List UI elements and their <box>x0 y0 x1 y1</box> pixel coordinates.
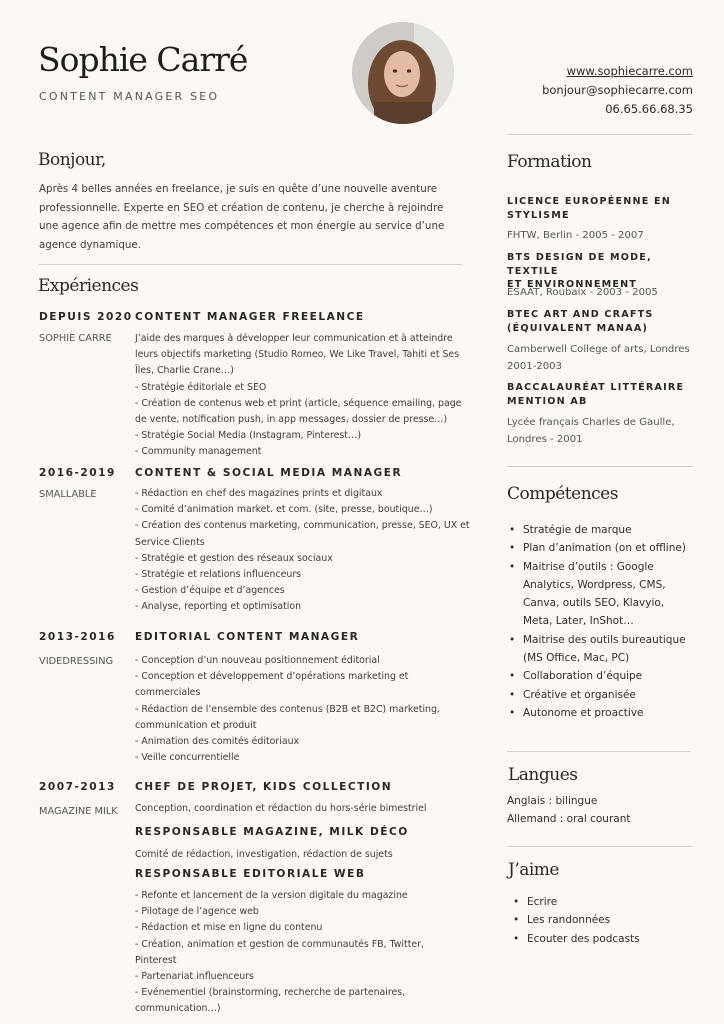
intro-title: Bonjour, <box>38 150 106 170</box>
right-divider <box>507 751 690 752</box>
intro-paragraph <box>39 180 447 254</box>
competences-list <box>507 521 707 722</box>
email-address: bonjour@sophiecarre.com <box>542 83 693 97</box>
formation-title: Formation <box>507 152 592 172</box>
experience-details <box>135 331 471 461</box>
phone-number: 06.65.66.68.35 <box>605 102 693 116</box>
detail-line: - Stratégie Social Media (Instagram, Pinterest…) <box>135 430 362 442</box>
experience-company: SMALLABLE <box>39 489 97 500</box>
experience-title: EDITORIAL CONTENT MANAGER <box>135 631 360 643</box>
school-line: Lycée français Charles de Gaulle, <box>507 417 675 428</box>
list-item: • Maitrise des outils bureautique <box>507 631 707 649</box>
list-item: • Plan d’animation (on et offline) <box>507 539 707 557</box>
degree-school <box>507 414 697 448</box>
right-divider <box>507 466 693 467</box>
experience-subtitle: RESPONSABLE EDITORIALE WEB <box>135 868 366 880</box>
detail-line: - Partenariat influenceurs <box>135 971 254 983</box>
candidate-name: Sophie Carré <box>38 40 248 79</box>
competences-title: Compétences <box>507 484 618 504</box>
detail-line: - Création, animation et gestion de communautés FB, Twitter, <box>135 938 424 950</box>
detail-line: de vente, notification push, in app messages, dossier de presse…) <box>135 414 448 426</box>
degree-school <box>507 341 697 375</box>
list-item: • Autonome et proactive <box>507 704 707 722</box>
detail-line: J’aide des marques à développer leur communication et à atteindre <box>135 333 453 344</box>
detail-line: Conception, coordination et rédaction du hors-série bimestriel <box>135 803 427 814</box>
langues-title: Langues <box>508 765 578 785</box>
degree-line: BTS DESIGN DE MODE, TEXTILE <box>507 252 652 277</box>
experience-date: DEPUIS 2020 <box>39 311 133 323</box>
degree-line: MENTION AB <box>507 395 588 407</box>
school-line: Camberwell College of arts, Londres <box>507 344 690 355</box>
detail-line: communication…) <box>135 1003 221 1015</box>
right-divider <box>507 846 693 847</box>
detail-line: - Veille concurrentielle <box>135 752 240 764</box>
portrait-icon <box>352 22 454 124</box>
experiences-title: Expériences <box>38 276 139 296</box>
detail-line: - Rédaction en chef des magazines prints et digitaux <box>135 488 383 499</box>
detail-line: - Stratégie et relations influenceurs <box>135 569 302 581</box>
detail-line: Îles, Charlie Crane…) <box>135 365 234 377</box>
experience-company: MAGAZINE MILK <box>39 806 118 817</box>
detail-line: - Stratégie et gestion des réseaux sociaux <box>135 552 333 564</box>
experience-date: 2016-2019 <box>39 467 116 479</box>
detail-line: Service Clients <box>135 536 205 548</box>
intro-divider <box>39 264 462 265</box>
candidate-role: CONTENT MANAGER SEO <box>39 90 220 103</box>
detail-line: - Gestion d’équipe et d’agences <box>135 585 285 597</box>
detail-line: communication et produit <box>135 719 257 731</box>
school-line: Londres - 2001 <box>507 434 583 445</box>
detail-line: - Création de contenus web et print (article, séquence emailing, page <box>135 397 462 409</box>
detail-line: - Comité d’animation market. et com. (site, presse, boutique…) <box>135 504 433 516</box>
language-item: Anglais : bilingue <box>507 795 598 807</box>
profile-photo <box>352 22 454 124</box>
detail-line: Comité de rédaction, investigation, rédaction de sujets <box>135 849 393 860</box>
detail-line: - Création des contenus marketing, communication, presse, SEO, UX et <box>135 520 470 532</box>
detail-line: - Rédaction de l’ensemble des contenus (B2B et B2C) marketing, <box>135 703 440 715</box>
list-item: • Les randonnées <box>511 911 701 929</box>
detail-line: - Community management <box>135 446 262 458</box>
list-item: • Ecrire <box>511 893 701 911</box>
list-item: • Maitrise d’outils : Google <box>507 558 707 576</box>
list-item-continuation: Canva, outils SEO, Klavyio, <box>523 597 665 610</box>
experience-title: CONTENT MANAGER FREELANCE <box>135 311 365 323</box>
degree-name <box>507 195 697 222</box>
experience-company: VIDEDRESSING <box>39 656 114 667</box>
detail-line: - Conception et développement d’opérations marketing et <box>135 671 409 683</box>
list-item: • Créative et organisée <box>507 686 707 704</box>
list-item-continuation: (MS Office, Mac, PC) <box>523 652 630 665</box>
degree-name <box>507 308 697 335</box>
detail-line: Pinterest <box>135 954 177 966</box>
intro-line: agence dynamique. <box>39 238 142 251</box>
detail-line: - Animation des comités éditoriaux <box>135 736 300 748</box>
detail-line: commerciales <box>135 687 201 699</box>
detail-line: - Pilotage de l’agence web <box>135 906 259 918</box>
intro-line: une agence afin de mettre mes compétences et mon énergie au service d’une <box>39 220 445 232</box>
detail-line: - Evénementiel (brainstorming, recherche de partenaires, <box>135 987 406 999</box>
experience-date: 2013-2016 <box>39 631 116 643</box>
experience-details <box>135 888 471 1018</box>
detail-line: - Stratégie éditoriale et SEO <box>135 381 267 393</box>
degree-line: LICENCE EUROPÉENNE EN <box>507 196 672 207</box>
jaime-title: J’aime <box>508 860 559 880</box>
school-line: ESAAT, Roubaix - 2003 - 2005 <box>507 287 658 298</box>
experience-details <box>135 847 471 863</box>
school-line: 2001-2003 <box>507 361 563 372</box>
degree-school <box>507 227 697 244</box>
list-item: • Stratégie de marque <box>507 521 707 539</box>
intro-line: professionnelle. Experte en SEO et création de contenu, je cherche à rejoindre <box>39 201 444 214</box>
list-item-continuation: Analytics, Wordpress, CMS, <box>523 578 666 591</box>
experience-title: CONTENT & SOCIAL MEDIA MANAGER <box>135 467 403 479</box>
school-line: FHTW, Berlin - 2005 - 2007 <box>507 230 644 241</box>
experience-date: 2007-2013 <box>39 781 116 793</box>
interests-list <box>511 893 701 948</box>
experience-subtitle: RESPONSABLE MAGAZINE, MILK DÉCO <box>135 826 409 838</box>
detail-line: - Conception d’un nouveau positionnement éditorial <box>135 655 380 666</box>
detail-line: - Refonte et lancement de la version digitale du magazine <box>135 890 408 901</box>
degree-line: ET ENVIRONNEMENT <box>507 279 638 290</box>
experience-details <box>135 801 471 817</box>
list-item: • Ecouter des podcasts <box>511 930 701 948</box>
right-divider <box>507 134 693 135</box>
detail-line: leurs objectifs marketing (Studio Romeo, We Like Travel, Tahiti et Ses <box>135 349 460 361</box>
degree-name <box>507 381 697 408</box>
language-item: Allemand : oral courant <box>507 813 631 825</box>
experience-details <box>135 486 471 616</box>
list-item: • Collaboration d’équipe <box>507 667 707 685</box>
degree-line: (ÉQUIVALENT MANAA) <box>507 322 649 334</box>
experience-company: SOPHIE CARRE <box>39 333 112 344</box>
degree-school <box>507 284 697 301</box>
website-link[interactable]: www.sophiecarre.com <box>566 64 693 78</box>
degree-line: STYLISME <box>507 209 570 221</box>
detail-line: - Analyse, reporting et optimisation <box>135 601 302 613</box>
detail-line: - Rédaction et mise en ligne du contenu <box>135 922 323 934</box>
intro-line: Après 4 belles années en freelance, je suis en quête d’une nouvelle aventure <box>39 183 438 195</box>
experience-details <box>135 653 471 766</box>
degree-line: BACCALAURÉAT LITTÉRAIRE <box>507 382 685 393</box>
experience-title: CHEF DE PROJET, KIDS COLLECTION <box>135 781 393 793</box>
list-item-continuation: Meta, Later, InShot… <box>523 615 634 628</box>
degree-line: BTEC ART AND CRAFTS <box>507 309 654 320</box>
